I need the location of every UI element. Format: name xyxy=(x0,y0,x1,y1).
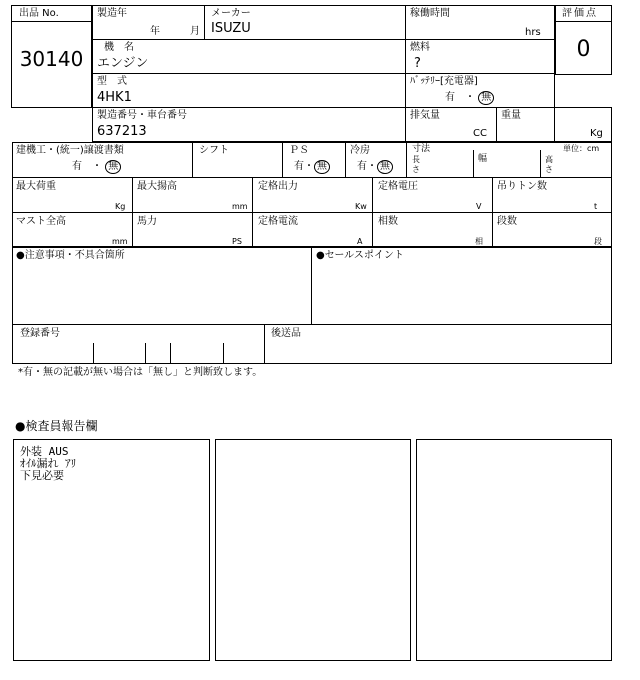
ac-label: 冷房 xyxy=(350,145,370,156)
score-label: 評価点 xyxy=(562,8,598,19)
maker-value: ISUZU xyxy=(211,21,251,36)
hours-unit: hrs xyxy=(525,27,541,38)
hours-label: 稼働時間 xyxy=(410,8,450,19)
shipping-items-label: 後送品 xyxy=(271,328,301,339)
ps-label: ＰＳ xyxy=(289,145,309,156)
inspector-title: ●検査員報告欄 xyxy=(15,419,98,433)
inspector-box-2 xyxy=(215,439,411,661)
maker-label: メーカー xyxy=(211,8,251,19)
footnote: *有・無の記載が無い場合は「無し」と判断致します。 xyxy=(18,367,263,378)
rated-current-unit: A xyxy=(357,237,363,246)
inspector-line-1: 外装 AUS xyxy=(20,445,69,458)
dimension-unit: 単位：cm xyxy=(563,144,600,153)
horsepower-unit: PS xyxy=(232,237,242,246)
ac-no-circled: 無 xyxy=(377,160,393,174)
phase-label: 相数 xyxy=(378,216,398,227)
month-unit: 月 xyxy=(190,26,200,37)
model-label: 機 名 xyxy=(104,42,134,53)
stages-unit: 段 xyxy=(594,237,602,246)
ps-no-circled: 無 xyxy=(314,160,330,174)
battery-options: 有 ・ 無 xyxy=(445,91,494,105)
hoist-unit: t xyxy=(594,202,598,211)
battery-label: ﾊﾞｯﾃﾘｰ[充電器] xyxy=(410,76,478,87)
hoist-label: 吊りトン数 xyxy=(497,181,547,192)
horsepower-label: 馬力 xyxy=(137,216,157,227)
notes-grid xyxy=(12,247,612,364)
battery-no-circled: 無 xyxy=(478,91,494,105)
length-label: 長さ xyxy=(412,155,420,174)
serial-label: 製造番号・車台番号 xyxy=(97,110,187,121)
transfer-docs-options: 有 ・ 無 xyxy=(72,160,121,174)
score-value: 0 xyxy=(576,37,591,62)
transfer-docs-label: 建機工・(統一)譲渡書類 xyxy=(16,145,124,156)
stages-label: 段数 xyxy=(497,216,517,227)
serial-value: 637213 xyxy=(97,124,147,139)
inspector-line-3: 下見必要 xyxy=(20,469,64,482)
weight-label: 重量 xyxy=(501,110,521,121)
rated-voltage-label: 定格電圧 xyxy=(378,181,418,192)
inspector-box-3 xyxy=(416,439,612,661)
model-value: エンジン xyxy=(97,56,149,71)
max-lift-label: 最大揚高 xyxy=(137,181,177,192)
max-load-unit: Kg xyxy=(115,202,126,211)
type-value: 4HK1 xyxy=(97,90,132,105)
mast-unit: mm xyxy=(112,237,128,246)
rated-output-label: 定格出力 xyxy=(258,181,298,192)
width-label: 幅 xyxy=(478,154,488,164)
lot-number-label: 出品 No. xyxy=(19,8,59,19)
type-label: 型 式 xyxy=(97,76,127,87)
registration-label: 登録番号 xyxy=(20,328,60,339)
fuel-label: 燃料 xyxy=(410,42,430,53)
phase-unit: 相 xyxy=(475,237,483,246)
spec-grid xyxy=(12,142,612,247)
mast-label: マスト全高 xyxy=(16,216,66,227)
height-label: 高さ xyxy=(545,155,553,174)
sales-points-label: ●セールスポイント xyxy=(316,250,404,261)
weight-unit: Kg xyxy=(590,128,603,139)
rated-output-unit: Kw xyxy=(355,202,367,211)
rated-voltage-unit: V xyxy=(476,202,482,211)
displacement-unit: CC xyxy=(473,128,487,139)
issues-label: ●注意事項・不具合箇所 xyxy=(16,250,125,261)
inspector-line-2: ｵｲﾙ漏れ ｱﾘ xyxy=(20,457,77,470)
displacement-label: 排気量 xyxy=(410,110,440,121)
inspector-box-1 xyxy=(13,439,210,661)
shift-label: シフト xyxy=(199,145,229,156)
dimension-label: 寸法 xyxy=(412,144,431,154)
year-unit: 年 xyxy=(150,26,160,37)
fuel-value: ? xyxy=(414,56,421,71)
ac-options: 有・ 無 xyxy=(357,160,393,174)
year-label: 製造年 xyxy=(97,8,127,19)
max-load-label: 最大荷重 xyxy=(16,181,56,192)
transfer-no-circled: 無 xyxy=(105,160,121,174)
rated-current-label: 定格電流 xyxy=(258,216,298,227)
lot-number-value: 30140 xyxy=(19,47,84,71)
ps-options: 有・ 無 xyxy=(294,160,330,174)
max-lift-unit: mm xyxy=(232,202,248,211)
